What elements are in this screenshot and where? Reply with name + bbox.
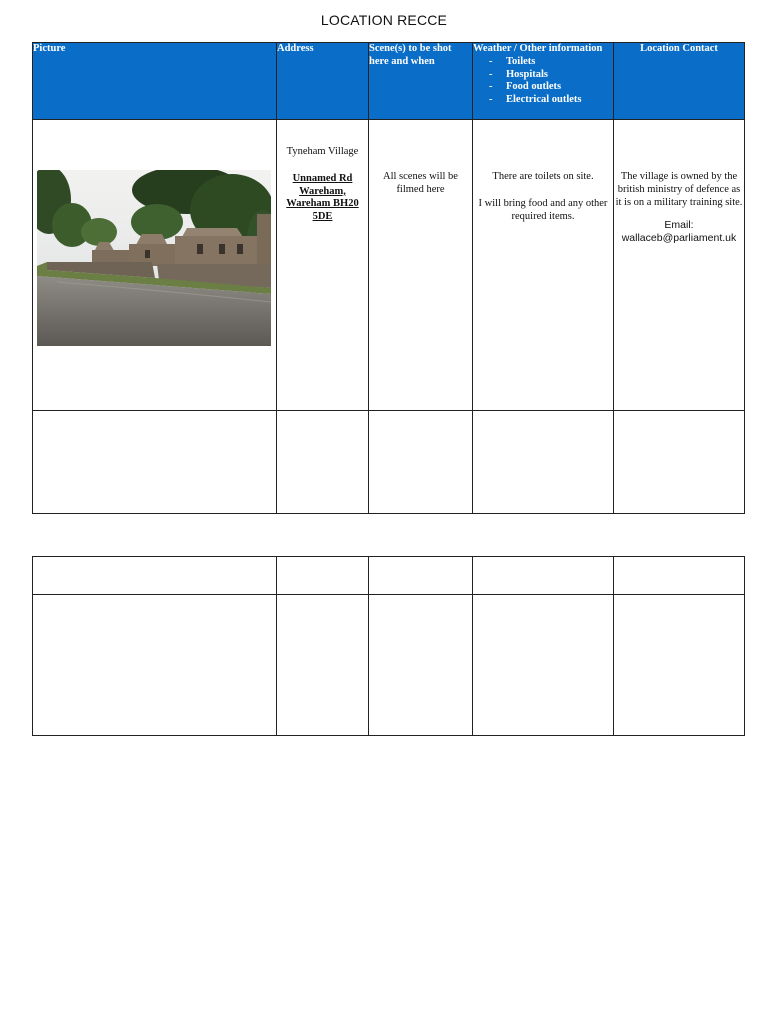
page-title: LOCATION RECCE <box>320 12 448 28</box>
email-label: Email: <box>664 219 694 232</box>
table-row-empty <box>33 411 745 514</box>
empty-cell <box>277 411 369 514</box>
weather-checklist <box>473 56 613 107</box>
address-line: Unnamed Rd <box>292 172 353 184</box>
address-line: Wareham BH20 <box>286 198 359 210</box>
header-picture: Picture <box>33 43 277 120</box>
empty-cell <box>369 595 473 736</box>
weather-item-electrical-outlets: - Electrical outlets <box>489 94 613 107</box>
contact-cell <box>614 120 745 411</box>
empty-cell <box>33 557 277 595</box>
weather-text-toilets: There are toilets on site. <box>492 171 594 182</box>
weather-cell <box>473 120 614 411</box>
header-contact: Location Contact <box>614 43 745 120</box>
empty-cell <box>473 411 614 514</box>
address-line: Wareham, <box>299 185 346 197</box>
address-line: 5DE <box>312 211 333 223</box>
table-row-empty <box>33 595 745 736</box>
empty-recce-table <box>32 556 745 736</box>
empty-cell <box>369 557 473 595</box>
header-address: Address <box>277 43 369 120</box>
empty-cell <box>614 595 745 736</box>
scenes-cell <box>369 120 473 411</box>
email-block <box>614 219 744 245</box>
empty-cell <box>614 557 745 595</box>
weather-item-hospitals: - Hospitals <box>489 69 613 82</box>
picture-cell <box>33 120 277 411</box>
weather-item-food-outlets: - Food outlets <box>489 81 613 94</box>
header-row <box>33 43 745 120</box>
header-scenes: Scene(s) to be shot here and when <box>369 43 473 120</box>
location-recce-table <box>32 42 745 514</box>
contact-text: The village is owned by the british ministry of defence as it is on a military training site. <box>615 171 743 208</box>
address-block <box>277 173 368 224</box>
empty-cell <box>277 557 369 595</box>
address-cell <box>277 120 369 411</box>
empty-cell <box>33 411 277 514</box>
email-address: wallaceb@parliament.uk <box>621 232 737 245</box>
empty-cell <box>614 411 745 514</box>
scenes-text: All scenes will be filmed here <box>383 171 458 195</box>
empty-cell <box>473 557 614 595</box>
table-row <box>33 120 745 411</box>
table-row-empty <box>33 557 745 595</box>
village-photo <box>37 170 271 346</box>
empty-cell <box>473 595 614 736</box>
weather-text-items: I will bring food and any other required items. <box>478 197 608 222</box>
empty-cell <box>369 411 473 514</box>
empty-cell <box>277 595 369 736</box>
weather-item-toilets: - Toilets <box>489 56 613 69</box>
header-weather-title: Weather / Other information <box>473 43 603 54</box>
empty-cell <box>33 595 277 736</box>
header-weather <box>473 43 614 120</box>
address-title: Tyneham Village <box>286 146 359 157</box>
